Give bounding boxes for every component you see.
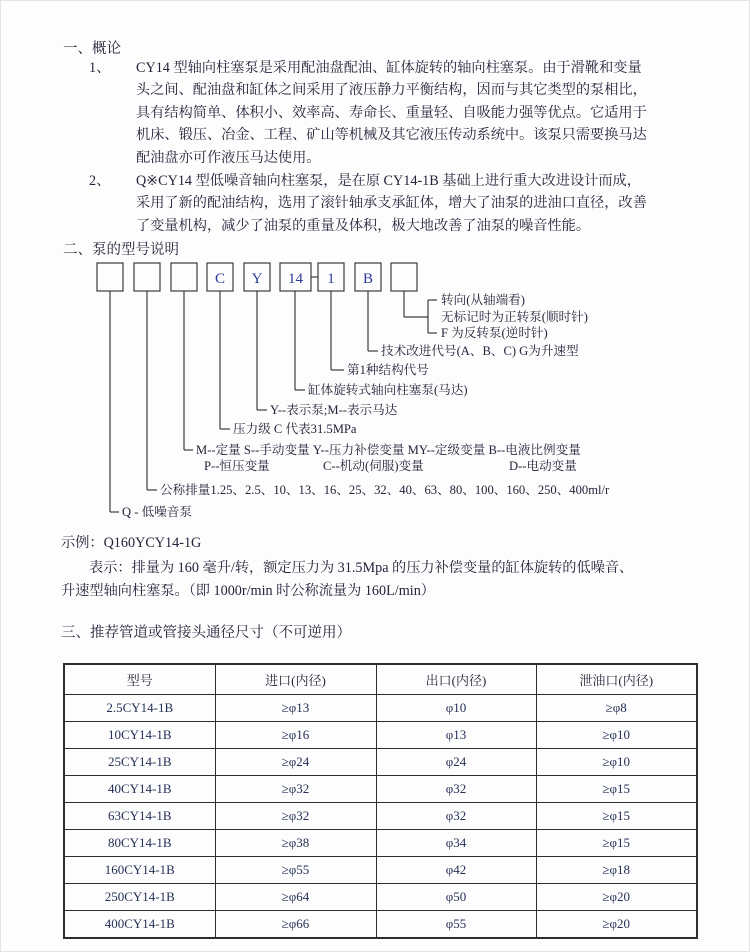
- table-cell: ≥φ10: [536, 722, 697, 749]
- text-line: 配油盘亦可作液压马达使用。: [136, 149, 321, 166]
- label-variable-row2-p: P--恒压变量: [204, 459, 270, 473]
- table-row: [64, 803, 697, 830]
- table-cell: ≥φ15: [536, 803, 697, 830]
- label-rotation-title: 转向(从轴端看): [441, 293, 525, 307]
- table-row: [64, 911, 697, 939]
- table-cell: ≥φ32: [215, 776, 376, 803]
- label-displacement: 公称排量1.25、2.5、10、13、16、25、32、40、63、80、100、160、250、400ml/r: [160, 483, 610, 497]
- table-cell: φ55: [376, 911, 536, 939]
- section-1-heading: 一、概论: [63, 41, 121, 57]
- label-cylinder-type: 缸体旋转式轴向柱塞泵(马达): [308, 383, 468, 397]
- example-title: 示例：Q160YCY14-1G: [61, 535, 202, 551]
- table-row: [64, 722, 697, 749]
- table-cell: φ32: [376, 803, 536, 830]
- table-cell: 80CY14-1B: [64, 830, 215, 857]
- table-cell: 250CY14-1B: [64, 884, 215, 911]
- text-line: 了变量机构，减少了油泵的重量及体积，极大地改善了油泵的噪音性能。: [136, 217, 591, 234]
- code-box-3: [171, 263, 197, 291]
- label-structure-code: 第1种结构代号: [347, 363, 429, 377]
- table-row: [64, 857, 697, 884]
- table-header-outlet: 出口(内径): [376, 664, 536, 695]
- code-box-2: [134, 263, 160, 291]
- model-code-diagram: [1, 256, 750, 532]
- table-cell: ≥φ66: [215, 911, 376, 939]
- table-cell: ≥φ24: [215, 749, 376, 776]
- code-letter-1: 1: [327, 271, 335, 287]
- table-row: [64, 830, 697, 857]
- item-2-text: [136, 170, 647, 237]
- table-row: [64, 776, 697, 803]
- table-header-drain: 泄油口(内径): [536, 664, 697, 695]
- code-letter-c: C: [214, 271, 226, 287]
- label-variable-row2-c: C--机动(伺服)变量: [323, 459, 424, 473]
- table-cell: φ13: [376, 722, 536, 749]
- table-cell: φ10: [376, 695, 536, 722]
- table-cell: ≥φ15: [536, 830, 697, 857]
- text-line: 头之间、配油盘和缸体之间采用了液压静力平衡结构，因而与其它类型的泵相比，: [136, 82, 647, 99]
- text-line: 具有结构简单、体积小、效率高、寿命长、重量轻、自吸能力强等优点。它适用于: [136, 104, 647, 121]
- table-cell: 2.5CY14-1B: [64, 695, 215, 722]
- item-1-number: 1、: [89, 60, 111, 76]
- table-cell: ≥φ10: [536, 749, 697, 776]
- example-line-2: 升速型轴向柱塞泵。（即 1000r/min 时公称流量为 160L/min）: [61, 583, 435, 599]
- pipe-diameter-table: [63, 663, 698, 939]
- item-2-number: 2、: [89, 173, 111, 189]
- table-header-row: [64, 664, 697, 695]
- text-line: Q※CY14 型低噪音轴向柱塞泵，是在原 CY14-1B 基础上进行重大改进设计而成，: [136, 173, 641, 189]
- label-rotation-default: 无标记时为正转泵(顺时针): [441, 310, 588, 324]
- table-cell: 40CY14-1B: [64, 776, 215, 803]
- section-2-heading: 二、泵的型号说明: [63, 242, 179, 258]
- text-line: CY14 型轴向柱塞泵是采用配油盘配油、缸体旋转的轴向柱塞泵。由于滑靴和变量: [136, 60, 642, 76]
- table-cell: 160CY14-1B: [64, 857, 215, 884]
- table-cell: ≥φ16: [215, 722, 376, 749]
- label-pressure-class: 压力级 C 代表31.5MPa: [233, 422, 357, 436]
- table-header-model: 型号: [64, 664, 215, 695]
- text-line: 机床、锻压、冶金、工程、矿山等机械及其它液压传动系统中。该泵只需要换马达: [136, 127, 647, 144]
- table-cell: 10CY14-1B: [64, 722, 215, 749]
- table-cell: φ34: [376, 830, 536, 857]
- table-cell: ≥φ15: [536, 776, 697, 803]
- label-pump-or-motor: Y--表示泵;M--表示马达: [270, 403, 398, 417]
- table-cell: ≥φ20: [536, 884, 697, 911]
- table-cell: ≥φ32: [215, 803, 376, 830]
- table-cell: ≥φ64: [215, 884, 376, 911]
- label-rotation-reverse: F 为反转泵(逆时针): [441, 326, 548, 340]
- code-letter-y: Y: [251, 271, 263, 287]
- code-box-9: [391, 263, 417, 291]
- table-cell: ≥φ20: [536, 911, 697, 939]
- label-variable-row1: M--定量 S--手动变量 Y--压力补偿变量 MY--定级变量 B--电液比例变量: [196, 443, 581, 457]
- code-letter-b: B: [362, 271, 374, 287]
- example-line-1: 表示：排量为 160 毫升/转，额定压力为 31.5Mpa 的压力补偿变量的缸体旋转的低噪音、: [89, 560, 634, 576]
- section-3-heading: 三、推荐管道或管接头通径尺寸（不可逆用）: [61, 625, 351, 641]
- table-row: [64, 749, 697, 776]
- intro-item-1: [89, 57, 647, 169]
- table-cell: ≥φ13: [215, 695, 376, 722]
- table-cell: ≥φ55: [215, 857, 376, 884]
- table-cell: φ42: [376, 857, 536, 884]
- text-line: 采用了新的配油结构，选用了滚针轴承支承缸体，增大了油泵的进油口直径，改善: [136, 195, 647, 212]
- table-cell: 25CY14-1B: [64, 749, 215, 776]
- table-cell: 400CY14-1B: [64, 911, 215, 939]
- table-cell: φ24: [376, 749, 536, 776]
- table-cell: ≥φ8: [536, 695, 697, 722]
- table-cell: φ50: [376, 884, 536, 911]
- table-cell: ≥φ38: [215, 830, 376, 857]
- table-cell: φ32: [376, 776, 536, 803]
- table-row: [64, 884, 697, 911]
- label-quiet-pump: Q - 低噪音泵: [122, 505, 192, 519]
- code-box-1: [97, 263, 123, 291]
- table-cell: 63CY14-1B: [64, 803, 215, 830]
- intro-item-2: [89, 170, 647, 237]
- table-cell: ≥φ18: [536, 857, 697, 884]
- item-1-text: [136, 57, 647, 169]
- table-row: [64, 695, 697, 722]
- code-letter-14: 14: [288, 271, 303, 287]
- label-tech-code: 技术改进代号(A、B、C) G为升速型: [381, 344, 579, 358]
- table-header-inlet: 进口(内径): [215, 664, 376, 695]
- label-variable-row2-d: D--电动变量: [509, 459, 577, 473]
